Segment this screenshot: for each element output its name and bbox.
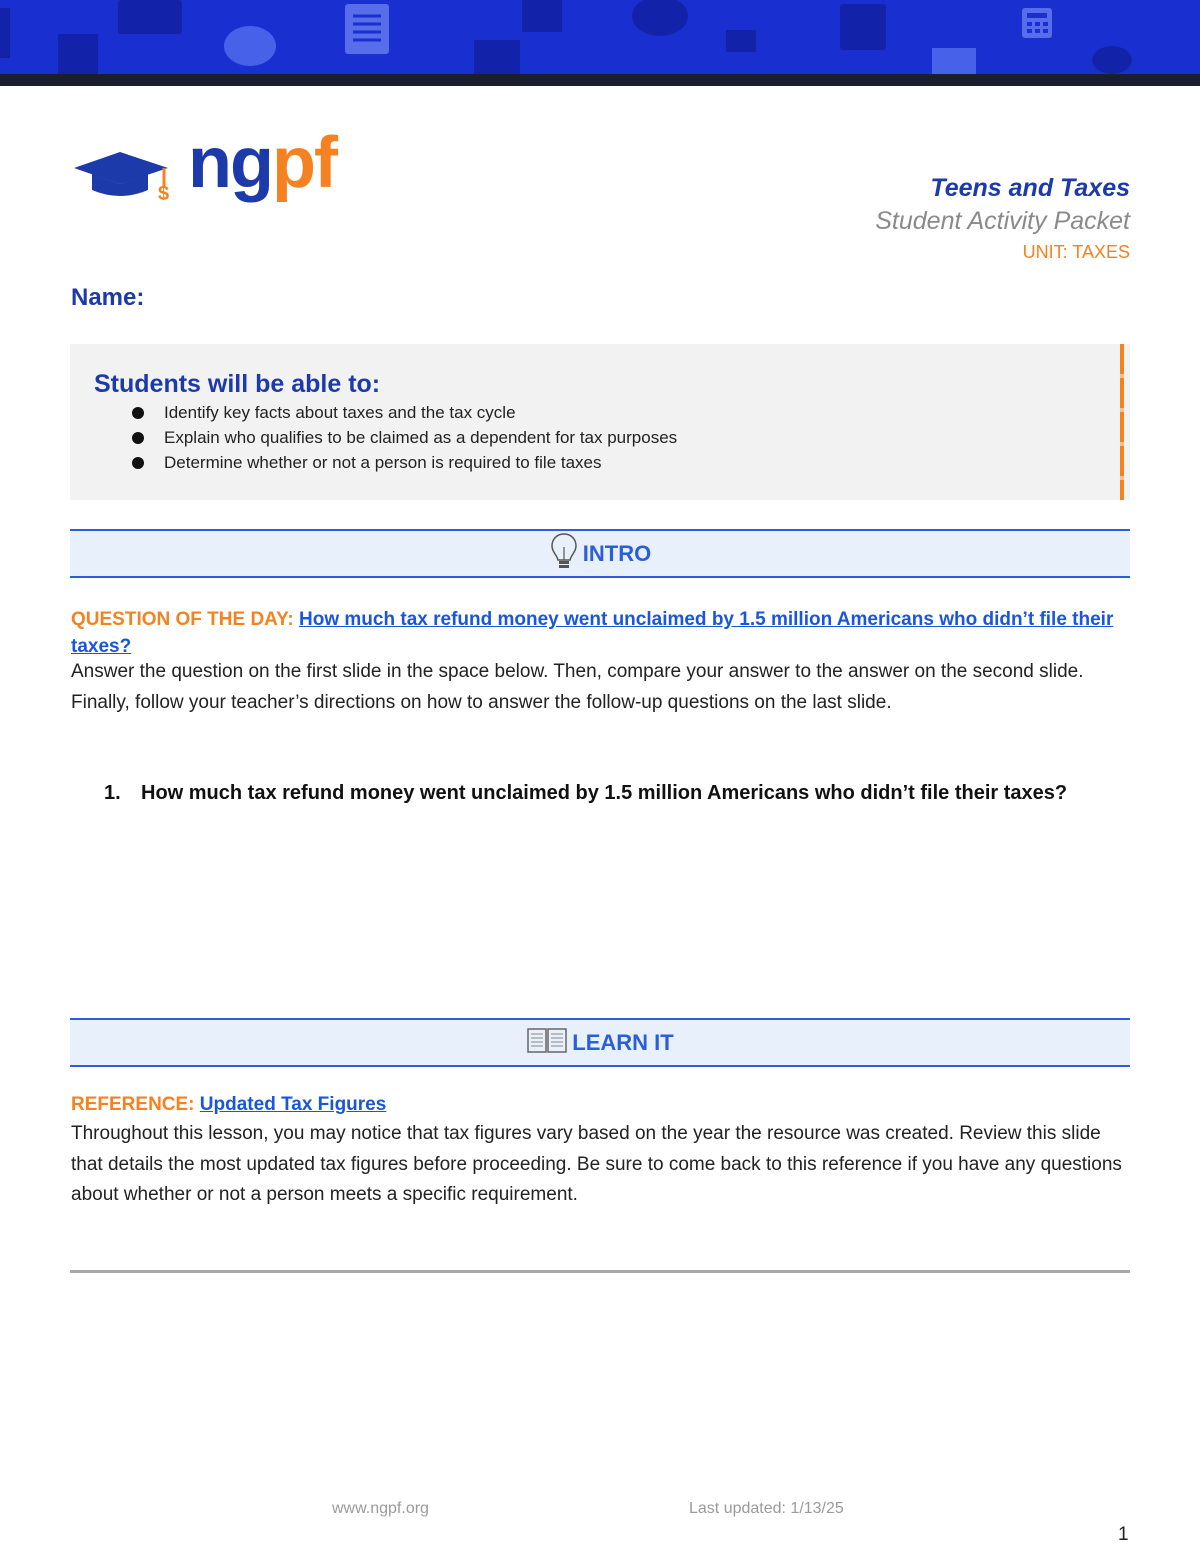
svg-text:$: $ [158,183,170,200]
bullet-icon [132,407,144,419]
folder-icon [474,40,520,74]
objectives-heading: Students will be able to: [94,370,381,398]
logo-wordmark: ngpf [188,123,336,203]
piggy-bank-icon [222,22,282,70]
folder-icon [118,0,182,34]
learn-it-section-title: LEARN IT [572,1029,674,1055]
question-number: 1. [104,782,121,804]
reference-line [71,1094,386,1116]
intro-instructions: Answer the question on the first slide in the space below. Then, compare your answer to the answer on the second slide. Finally, follow your teacher’s directions on how to answer the follow-up questions on the last slide. [71,661,1084,713]
learn-it-section-header [70,1018,1130,1067]
section-divider [70,1270,1130,1273]
graduation-cap-icon [72,150,184,205]
list-item: Identify key facts about taxes and the tax cycle [130,400,677,425]
folder-icon [0,8,10,58]
title-block [875,174,1130,263]
reference-link[interactable]: Updated Tax Figures [199,1094,387,1115]
list-item: Determine whether or not a person is required to file taxes [130,450,677,475]
objectives-list [130,400,677,475]
piggy-bank-icon [630,0,690,40]
page-number: 1 [1118,1524,1129,1545]
question-text: How much tax refund money went unclaimed by 1.5 million Americans who didn’t file their taxes? [141,782,1068,804]
bullet-icon [132,432,144,444]
ngpf-logo [72,123,362,216]
document-icon [58,34,98,74]
document-icon [345,4,389,54]
learn-it-body: Throughout this lesson, you may notice that tax figures vary based on the year the resource was created. Review this slide that details the most updated tax figures before proceeding. Be sure to come back to this reference if you have any questions about whether or not a person meets a specific requirement. [71,1123,1122,1205]
folder-icon [932,48,976,74]
calculator-icon [1022,8,1052,38]
lightbulb-icon [549,531,579,577]
reference-label: REFERENCE: [71,1094,195,1115]
footer-url: www.ngpf.org [332,1500,429,1517]
bullet-icon [132,457,144,469]
folder-icon [726,30,756,52]
orange-accent-stripe [1120,344,1124,500]
list-item: Explain who qualifies to be claimed as a dependent for tax purposes [130,425,677,450]
footer-last-updated: Last updated: 1/13/25 [689,1500,844,1517]
intro-section-header [70,529,1130,578]
qotd-link[interactable]: How much tax refund money went unclaimed by 1.5 million Americans who didn’t file their taxes? [71,609,1114,657]
question-1 [104,778,1124,808]
piggy-bank-icon [1090,40,1136,74]
calculator-icon [840,4,886,50]
document-title: Teens and Taxes [930,174,1130,202]
unit-label: UNIT: TAXES [1022,242,1130,262]
header-banner [0,0,1200,74]
open-book-icon [526,1025,568,1061]
calculator-icon [522,0,562,32]
name-label: Name: [71,284,145,311]
banner-rule [0,74,1200,86]
qotd-label: QUESTION OF THE DAY: [71,609,294,630]
question-of-the-day [71,606,1131,660]
intro-section-title: INTRO [582,540,652,566]
objectives-box [70,344,1130,500]
document-subtitle: Student Activity Packet [875,207,1130,235]
